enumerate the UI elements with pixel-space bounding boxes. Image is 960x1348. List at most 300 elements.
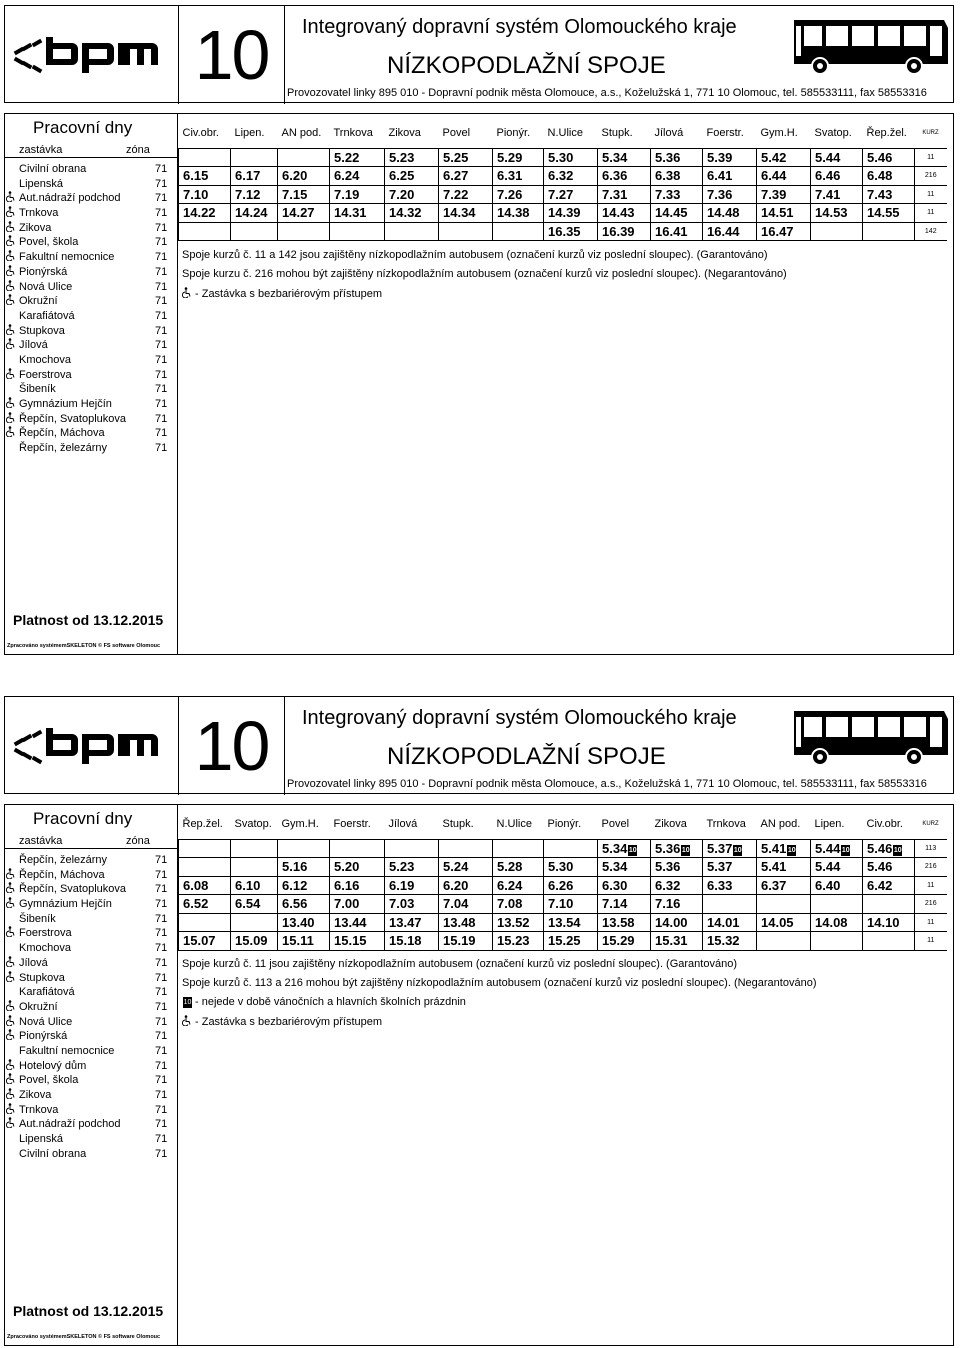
departure-cell <box>703 222 757 241</box>
departure-cell <box>330 932 385 951</box>
departure-cell <box>811 895 863 914</box>
trip-number: 11 <box>915 913 947 932</box>
stop-zone: 71 <box>155 1089 168 1101</box>
stop-row <box>5 250 177 265</box>
column-header: Civ.obr. <box>866 818 903 830</box>
departure-time: 6.48 <box>867 168 893 184</box>
table-row <box>179 858 947 877</box>
departure-time: 6.32 <box>655 877 681 893</box>
departure-time: 6.54 <box>235 896 261 912</box>
stop-zone: 71 <box>155 280 168 293</box>
departure-time: 6.24 <box>497 877 523 893</box>
holiday-restriction-icon: 10 <box>733 846 742 854</box>
departure-time: 5.36 <box>655 859 681 875</box>
stop-row <box>5 912 177 927</box>
departure-time: 15.11 <box>282 933 314 949</box>
departure-cell <box>439 895 493 914</box>
departure-cell <box>493 167 544 186</box>
stop-zone: 71 <box>155 1147 168 1160</box>
stops-column-header <box>5 142 177 158</box>
stop-zone: 71 <box>155 339 168 352</box>
stop-name: Civilní obrana <box>19 163 87 175</box>
departure-time: 6.20 <box>282 168 308 184</box>
departure-cell <box>179 932 231 951</box>
system-title: Integrovaný dopravní systém Olomouckého kraje <box>302 16 737 38</box>
departure-cell <box>278 185 330 204</box>
stop-row <box>5 382 177 397</box>
departure-time: 7.15 <box>282 186 308 202</box>
stop-row <box>5 441 177 456</box>
column-header: AN pod. <box>281 127 322 139</box>
column-header: Řep.žel. <box>866 127 907 139</box>
departure-time: 5.22 <box>334 149 360 165</box>
departure-cell <box>863 858 915 877</box>
stop-zone: 71 <box>155 427 168 440</box>
column-header: Gym.H. <box>281 818 319 830</box>
stop-row <box>5 206 177 221</box>
departure-cell <box>544 222 598 241</box>
low-floor-title: NÍZKOPODLAŽNÍ SPOJE <box>387 743 666 770</box>
column-header: Jílová <box>654 127 684 139</box>
departure-cell <box>179 895 231 914</box>
departure-cell <box>330 839 385 858</box>
departure-time: 16.47 <box>761 223 794 239</box>
column-header: Civ.obr. <box>182 127 219 139</box>
departure-cell <box>231 895 278 914</box>
departure-cell <box>863 913 915 932</box>
stop-name: Nová Ulice <box>19 1015 73 1028</box>
departure-cell <box>544 839 598 858</box>
stop-zone: 71 <box>155 265 168 278</box>
departure-cell <box>278 876 330 895</box>
departure-cell <box>703 148 757 167</box>
departure-cell <box>278 167 330 186</box>
bus-icon <box>790 705 952 769</box>
departure-cell <box>703 204 757 223</box>
departure-time: 15.07 <box>183 933 216 949</box>
stop-name: Lipenská <box>19 177 64 190</box>
departure-cell <box>811 932 863 951</box>
timetable-note <box>182 268 787 280</box>
departure-cell <box>703 167 757 186</box>
stop-row <box>5 324 177 339</box>
departure-cell <box>651 858 703 877</box>
departure-time: 6.37 <box>761 877 787 893</box>
departure-time: 7.31 <box>602 186 628 202</box>
bus-illustration <box>790 705 952 774</box>
departure-time: 7.26 <box>497 186 523 202</box>
stop-zone: 71 <box>155 1074 168 1087</box>
departure-time: 14.38 <box>497 205 530 221</box>
departure-cell <box>231 185 278 204</box>
column-header: Svatop. <box>234 818 272 830</box>
departure-time: 6.27 <box>443 168 469 184</box>
departure-cell <box>493 913 544 932</box>
stop-name: Stupkova <box>19 324 65 337</box>
stop-row <box>5 309 177 324</box>
departure-time: 7.33 <box>655 186 681 202</box>
departure-cell <box>179 876 231 895</box>
departure-time: 13.48 <box>443 914 476 930</box>
departure-time: 5.46 <box>867 859 893 875</box>
departure-time: 5.29 <box>497 149 523 165</box>
stop-row <box>5 1044 177 1059</box>
trip-number: 11 <box>915 148 947 167</box>
stop-row <box>5 235 177 250</box>
departure-cell <box>598 858 651 877</box>
departure-cell <box>179 858 231 877</box>
departure-time: 5.24 <box>443 859 469 875</box>
trip-number: 11 <box>915 876 947 895</box>
departure-time: 15.29 <box>602 933 635 949</box>
stop-zone: 71 <box>155 942 168 955</box>
departure-cell <box>651 876 703 895</box>
column-header: Zikova <box>654 818 687 830</box>
trip-number: 11 <box>915 204 947 223</box>
departure-cell <box>385 895 439 914</box>
departure-cell <box>703 895 757 914</box>
stop-name: Řepčín, Svatoplukova <box>19 412 127 425</box>
stop-row <box>5 177 177 192</box>
departure-cell <box>811 913 863 932</box>
column-header: Trnkova <box>333 127 373 139</box>
stop-row <box>5 1029 177 1044</box>
departure-cell <box>439 204 493 223</box>
departure-cell <box>544 148 598 167</box>
stop-row <box>5 368 177 383</box>
stop-row <box>5 1073 177 1088</box>
column-header: N.Ulice <box>547 127 583 139</box>
departure-time: 13.40 <box>282 914 315 930</box>
stop-name: Jílová <box>19 339 48 352</box>
stop-zone: 71 <box>155 898 168 911</box>
departure-cell <box>703 913 757 932</box>
departure-cell <box>863 185 915 204</box>
operator-info: Provozovatel linky 895 010 - Dopravní podnik města Olomouce, a.s., Koželužská 1, 771 10 Olomouc, tel. 585533111, fax 58553316 <box>287 778 927 790</box>
departure-time: 5.42 <box>761 149 787 165</box>
departure-cell <box>651 185 703 204</box>
departure-cell <box>863 839 915 858</box>
trip-number: 11 <box>915 185 947 204</box>
column-header: Povel <box>601 818 630 830</box>
stop-name: Civilní obrana <box>19 1147 87 1160</box>
stop-zone: 71 <box>155 177 168 190</box>
stop-row <box>5 1132 177 1147</box>
zone-column-label: zóna <box>126 144 150 156</box>
departure-cell <box>493 222 544 241</box>
departure-cell <box>863 222 915 241</box>
departure-cell <box>385 839 439 858</box>
note-text: - Zastávka s bezbariérovým přístupem <box>195 287 383 300</box>
column-header: Svatop. <box>814 127 852 139</box>
column-header: Jílová <box>388 818 418 830</box>
column-header: Foerstr. <box>333 818 371 830</box>
holiday-restriction-icon: 10 <box>893 846 902 854</box>
stop-name: Foerstrova <box>19 368 72 381</box>
stop-row <box>5 985 177 1000</box>
column-header: Zikova <box>388 127 421 139</box>
stop-row <box>5 191 177 206</box>
departure-time: 5.25 <box>443 149 469 165</box>
departure-time: 6.40 <box>815 877 841 893</box>
departure-time: 16.41 <box>655 223 688 239</box>
departure-cell <box>811 876 863 895</box>
note-text: Spoje kurzů č. 113 a 216 mohou být zajištěny nízkopodlažním autobusem (označení kurzů viz poslední sloupec). (Negarantováno) <box>182 977 817 989</box>
stop-name: Fakultní nemocnice <box>19 251 115 264</box>
stop-row <box>5 280 177 295</box>
stop-row <box>5 1147 177 1162</box>
stop-name: Řepčín, železárny <box>19 854 108 866</box>
departure-time: 14.48 <box>707 205 740 221</box>
day-type-title: Pracovní dny <box>33 118 133 137</box>
departure-time: 14.01 <box>707 914 740 930</box>
stop-zone: 71 <box>155 1133 168 1146</box>
timetable-sheet-outbound <box>4 5 954 655</box>
stop-row <box>5 853 177 868</box>
departure-cell <box>179 167 231 186</box>
departure-cell <box>703 876 757 895</box>
stop-zone: 71 <box>155 868 168 881</box>
column-header: Povel <box>442 127 471 139</box>
table-row <box>179 148 947 167</box>
dpmo-logo <box>12 724 172 768</box>
departure-time: 15.19 <box>443 933 476 949</box>
stop-name: Karafiátová <box>19 309 75 322</box>
stop-name: Trnkova <box>19 207 59 220</box>
departure-cell <box>651 839 703 858</box>
wheelchair-icon <box>182 287 192 301</box>
departure-cell <box>493 148 544 167</box>
departure-cell <box>330 222 385 241</box>
column-header: Foerstr. <box>706 127 744 139</box>
validity-date: Platnost od 13.12.2015 <box>13 612 164 628</box>
departure-time: 6.31 <box>497 168 523 184</box>
stop-column-label: zastávka <box>19 144 63 156</box>
departure-cell <box>439 167 493 186</box>
holiday-restriction-icon: 10 <box>841 846 850 854</box>
stops-panel <box>4 113 178 655</box>
stop-name: Pionýrská <box>19 265 68 278</box>
departure-time: 14.05 <box>761 914 794 930</box>
departure-cell <box>330 895 385 914</box>
departure-time: 7.22 <box>443 186 469 202</box>
stop-name: Trnkova <box>19 1103 59 1116</box>
departure-cell <box>385 913 439 932</box>
stop-row <box>5 926 177 941</box>
departure-cell <box>703 839 757 858</box>
departure-time: 14.27 <box>282 205 315 221</box>
departure-cell <box>703 185 757 204</box>
departure-cell <box>231 876 278 895</box>
line-number: 10 <box>179 697 285 795</box>
stop-name: Řepčín, Máchova <box>19 427 105 440</box>
operator-info: Provozovatel linky 895 010 - Dopravní podnik města Olomouce, a.s., Koželužská 1, 771 10 Olomouc, tel. 585533111, fax 58553316 <box>287 87 927 99</box>
departure-cell <box>598 876 651 895</box>
stop-row <box>5 338 177 353</box>
departure-cell <box>231 932 278 951</box>
departure-cell <box>598 895 651 914</box>
timetable-note <box>182 249 768 261</box>
stops-column-header <box>5 833 177 849</box>
departure-time: 5.30 <box>548 859 574 875</box>
stop-zone: 71 <box>155 295 168 308</box>
departure-cell <box>439 222 493 241</box>
departure-time: 14.45 <box>655 205 688 221</box>
note-text: - Zastávka s bezbariérovým přístupem <box>195 1016 383 1028</box>
stop-zone: 71 <box>155 1103 168 1116</box>
stop-name: Povel, škola <box>19 236 79 249</box>
departure-time: 7.41 <box>815 186 841 202</box>
departure-time: 15.09 <box>235 933 268 949</box>
departure-time: 6.32 <box>548 168 574 184</box>
departures-table <box>178 122 947 241</box>
departure-cell <box>385 185 439 204</box>
departure-time: 6.38 <box>655 168 681 184</box>
software-credit: Zpracováno systémemSKELETON © FS software Olomouc <box>7 643 161 649</box>
stop-row <box>5 1000 177 1015</box>
departure-cell <box>330 167 385 186</box>
departure-cell <box>493 839 544 858</box>
departure-cell <box>385 932 439 951</box>
stop-row <box>5 162 177 177</box>
departure-cell <box>385 204 439 223</box>
stop-zone: 71 <box>155 971 168 984</box>
departure-cell <box>703 932 757 951</box>
departure-cell <box>278 204 330 223</box>
departure-time: 6.42 <box>867 877 893 893</box>
departure-cell <box>330 913 385 932</box>
departure-time: 14.55 <box>867 205 900 221</box>
stop-column-label: zastávka <box>19 835 63 847</box>
stop-zone: 71 <box>155 324 168 337</box>
departure-time: 5.23 <box>389 149 415 165</box>
stop-name: Kmochova <box>19 942 71 955</box>
departure-cell <box>651 913 703 932</box>
departure-time: 6.08 <box>183 877 209 893</box>
departure-time: 14.31 <box>334 205 367 221</box>
departure-time: 13.52 <box>497 914 530 930</box>
system-title: Integrovaný dopravní systém Olomouckého kraje <box>302 707 737 729</box>
departure-cell <box>757 204 811 223</box>
stop-zone: 71 <box>155 1030 168 1043</box>
departure-cell <box>439 876 493 895</box>
table-header-row <box>179 813 947 835</box>
departure-time: 14.51 <box>761 205 794 221</box>
stop-zone: 71 <box>155 221 168 234</box>
departure-cell <box>439 148 493 167</box>
departure-time: 14.00 <box>655 914 688 930</box>
departure-time: 6.15 <box>183 168 209 184</box>
departure-time: 6.16 <box>334 877 360 893</box>
note-text: Spoje kurzů č. 11 jsou zajištěny nízkopodlažním autobusem (označení kurzů viz poslední sloupec). (Garantováno) <box>182 958 737 970</box>
stop-row <box>5 956 177 971</box>
departure-cell <box>863 876 915 895</box>
stop-name: Okružní <box>19 1000 58 1013</box>
departure-cell <box>651 895 703 914</box>
departure-time: 5.41 <box>761 859 787 875</box>
departure-cell <box>598 222 651 241</box>
stop-name: Povel, škola <box>19 1074 79 1087</box>
departure-time: 7.10 <box>548 896 574 912</box>
departure-cell <box>439 185 493 204</box>
departure-cell <box>231 204 278 223</box>
bus-illustration <box>790 14 952 83</box>
stop-zone: 71 <box>155 163 168 175</box>
stop-name: Lipenská <box>19 1133 64 1146</box>
departure-time: 15.15 <box>334 933 367 949</box>
stop-zone: 71 <box>155 207 168 220</box>
departure-cell <box>811 839 863 858</box>
stop-row <box>5 1015 177 1030</box>
departure-cell <box>757 167 811 186</box>
stop-name: Gymnázium Hejčín <box>19 898 112 911</box>
departure-time: 5.37 <box>707 859 733 875</box>
column-header: Trnkova <box>706 818 746 830</box>
departure-cell <box>863 167 915 186</box>
departure-time: 6.33 <box>707 877 733 893</box>
table-row <box>179 895 947 914</box>
departure-cell <box>278 222 330 241</box>
departure-cell <box>863 932 915 951</box>
departure-time: 7.03 <box>389 896 415 912</box>
stop-zone: 71 <box>155 956 168 969</box>
table-row <box>179 913 947 932</box>
stop-row <box>5 426 177 441</box>
departure-time: 14.53 <box>815 205 848 221</box>
departure-cell <box>493 932 544 951</box>
departure-cell <box>544 876 598 895</box>
departure-cell <box>757 839 811 858</box>
holiday-restriction-icon: 10 <box>183 999 192 1006</box>
stop-zone: 71 <box>155 1015 168 1028</box>
stop-name: Řepčín, Svatoplukova <box>19 883 127 896</box>
stop-row <box>5 397 177 412</box>
departure-cell <box>330 858 385 877</box>
departure-time: 15.23 <box>497 933 530 949</box>
stop-zone: 71 <box>155 1044 168 1057</box>
column-header: AN pod. <box>760 818 801 830</box>
departure-time: 7.36 <box>707 186 733 202</box>
stop-row <box>5 897 177 912</box>
stop-name: Nová Ulice <box>19 280 73 293</box>
trip-number: 11 <box>915 932 947 951</box>
departure-cell <box>493 185 544 204</box>
departure-time: 16.44 <box>707 223 740 239</box>
departure-cell <box>598 148 651 167</box>
departure-cell <box>863 204 915 223</box>
bus-icon <box>790 14 952 78</box>
departure-cell <box>231 913 278 932</box>
stop-row <box>5 941 177 956</box>
departure-cell <box>703 858 757 877</box>
departure-time: 6.36 <box>602 168 628 184</box>
departure-time: 6.19 <box>389 877 415 893</box>
logo-box <box>5 697 179 795</box>
stop-row <box>5 353 177 368</box>
stop-zone: 71 <box>155 442 168 455</box>
column-header: N.Ulice <box>496 818 532 830</box>
stop-zone: 71 <box>155 309 168 322</box>
departure-time: 5.28 <box>497 859 523 875</box>
stop-row <box>5 1059 177 1074</box>
departure-cell <box>598 204 651 223</box>
validity-date: Platnost od 13.12.2015 <box>13 1303 164 1319</box>
departure-cell <box>278 932 330 951</box>
column-header: Pionýr. <box>496 127 531 139</box>
timetable-panel <box>178 804 954 1346</box>
holiday-restriction-icon: 10 <box>787 846 796 854</box>
trip-number: 113 <box>915 839 947 858</box>
